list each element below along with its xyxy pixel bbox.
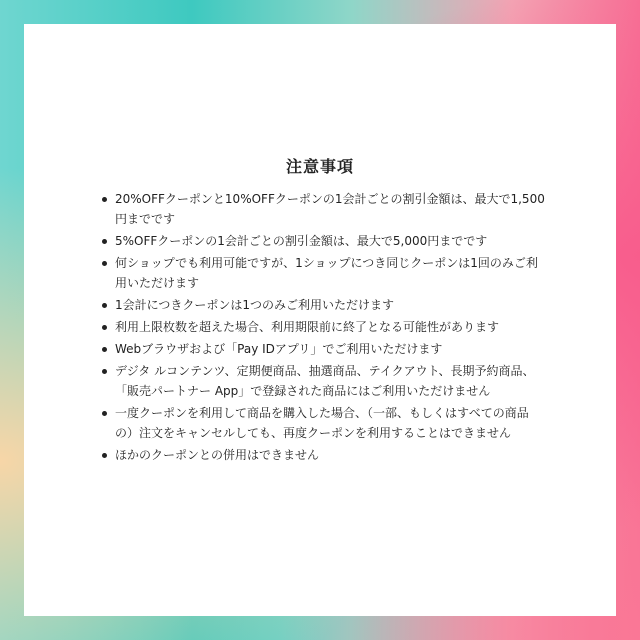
notice-list (102, 189, 546, 467)
notice-item (102, 445, 546, 465)
bullet-dot (102, 303, 107, 308)
notice-item-text: 利用上限枚数を超えた場合、利用期限前に終了となる可能性があります (115, 320, 500, 334)
notice-item-text: Webブラウザおよび「Pay IDアプリ」でご利用いただけます (115, 342, 443, 356)
notice-item-text: 20%OFFクーポンと10%OFFクーポンの1会計ごとの割引金額は、最大で1,500円までです (115, 192, 545, 226)
notice-item (102, 361, 546, 401)
notice-item (102, 295, 546, 315)
notice-card (24, 24, 616, 616)
bullet-dot (102, 369, 107, 374)
notice-item (102, 317, 546, 337)
notice-item-text: 一度クーポンを利用して商品を購入した場合、（一部、もしくはすべての商品の）注文をキャンセルしても、再度クーポンを利用することはできません (115, 406, 529, 440)
bullet-dot (102, 453, 107, 458)
notice-title: 注意事項 (285, 157, 354, 176)
bullet-dot (102, 325, 107, 330)
notice-item-text: 5%OFFクーポンの1会計ごとの割引金額は、最大で5,000円までです (115, 234, 488, 248)
bullet-dot (102, 197, 107, 202)
notice-item (102, 253, 546, 293)
notice-item (102, 231, 546, 251)
bullet-dot (102, 347, 107, 352)
bullet-dot (102, 411, 107, 416)
bullet-dot (102, 261, 107, 266)
notice-item-text: デジタ ルコンテンツ、定期便商品、抽選商品、テイクアウト、長期予約商品、「販売パートナー App」で登録された商品にはご利用いただけません (115, 364, 535, 398)
notice-item-text: 1会計につきクーポンは1つのみご利用いただけます (115, 298, 395, 312)
notice-item (102, 189, 546, 229)
notice-item-text: ほかのクーポンとの併用はできません (115, 448, 320, 462)
notice-item (102, 339, 546, 359)
bullet-dot (102, 239, 107, 244)
notice-item-text: 何ショップでも利用可能ですが、1ショップにつき同じクーポンは1回のみご利用いただけます (115, 256, 538, 290)
notice-item (102, 403, 546, 443)
